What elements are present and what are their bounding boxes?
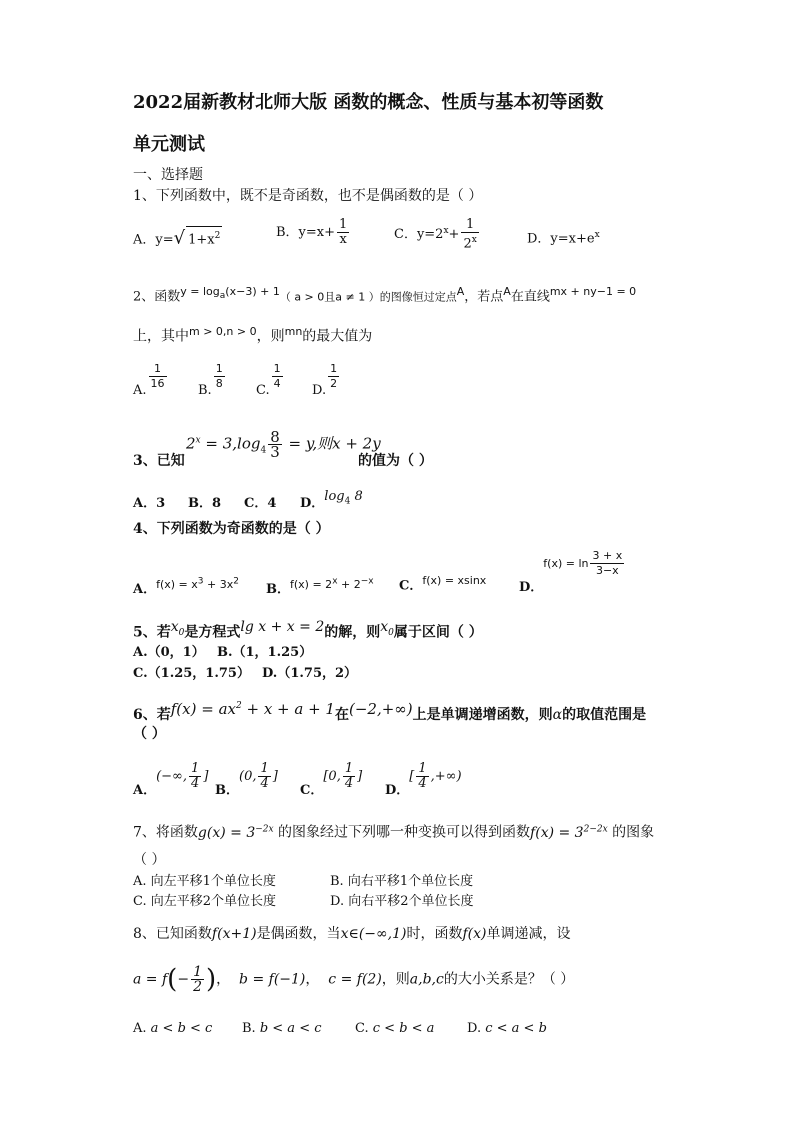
q8-mid: 是偶函数，当 <box>256 926 341 942</box>
q1-option-c-label: C．y=2 <box>394 227 444 243</box>
q6-option-left: [ <box>409 769 415 784</box>
q7-g-expr <box>198 825 274 841</box>
q3-eq-log-base: 4 <box>260 445 267 456</box>
q8-a-lparen: ( <box>167 964 178 995</box>
q7-mid: 的图象经过下列哪一种变换可以得到函数 <box>278 824 531 841</box>
q4-option-b <box>266 572 374 599</box>
q2-mid2: 在直线 <box>510 289 550 305</box>
q2-condition: （ a > 0且a ≠ 1 ）的图像恒过定点 <box>279 290 457 304</box>
q2-option-num: 1 <box>149 362 167 377</box>
q1-radicand-exp: 2 <box>214 231 221 241</box>
q2-option-den: 4 <box>273 377 281 390</box>
q4-option-d <box>519 549 626 595</box>
q2-option-fraction <box>272 362 283 391</box>
q5-option-d: D.（1.75，2） <box>262 666 358 681</box>
q1-c-plus: + <box>448 227 460 243</box>
q4-d-num: 3 + x <box>592 549 623 562</box>
q5-x0b-sub: 0 <box>388 627 394 638</box>
q4-d-den: 3−x <box>595 564 619 577</box>
q7-f: f(x) = 3 <box>530 824 584 841</box>
q8-a-rparen: ) <box>205 964 217 995</box>
q6-option-d <box>385 761 462 798</box>
q2-func-sub: a <box>219 291 226 302</box>
q2-line-eq: mx + ny−1 = 0 <box>549 285 637 298</box>
q4-b-e1: x <box>332 576 338 586</box>
q8-d-val: c < a < b <box>485 1021 547 1036</box>
q8-option-c <box>355 1020 434 1038</box>
q2-option-a <box>133 362 169 398</box>
q2-option-b <box>198 362 227 398</box>
q5-equation: lg x + x = 2 <box>240 619 325 635</box>
q3-d-log: log <box>324 489 345 504</box>
q2-part1: 上，其中 <box>133 328 189 345</box>
q6-option-label: B． <box>215 783 239 798</box>
q6-option-right: ] <box>203 769 209 784</box>
q6-option-right: ,+∞) <box>430 769 462 784</box>
q6-option-right: ] <box>272 769 278 784</box>
q8-a-expr: a = f <box>133 971 168 988</box>
q6-option-fraction <box>189 762 201 791</box>
q6-option-left: [0, <box>323 769 341 784</box>
q6-option-num: 1 <box>191 761 200 776</box>
q4-a-e2: 2 <box>233 576 239 586</box>
q2-option-fraction <box>328 362 339 391</box>
q2-option-den: 16 <box>150 377 165 390</box>
q2-prefix: 2、函数 <box>133 289 181 305</box>
q6-option-left: (0, <box>239 769 257 784</box>
q1-c-exp: x <box>443 225 449 236</box>
q8-tail1: ，则 <box>381 971 410 988</box>
q1-option-d-label: D．y=x+e <box>527 231 595 247</box>
q7-g: g(x) = 3 <box>197 824 256 841</box>
q7-f-exp: 2−2x <box>583 824 608 834</box>
q8-abc: a,b,c <box>409 971 444 988</box>
question-8-stem-line2: a = f(− $\frac{1}{2}$ )， b = f(−1)， c = f(2)，则a,b,c的大小关系是？（ ） <box>133 964 575 995</box>
q4-a-expr-text: f(x) = x <box>156 577 198 591</box>
q6-expr-rest: + x + a + 1 <box>241 700 335 718</box>
q3-d-sub: 4 <box>344 496 351 507</box>
q7-answer-paren: （ ） <box>133 852 166 868</box>
question-5-stem <box>133 618 483 642</box>
q1-option-b-fraction <box>337 218 349 247</box>
q6-option-label: A． <box>133 783 157 798</box>
q6-expr: f(x) = ax <box>170 700 236 718</box>
q8-b-expr: b = f(−1) <box>239 971 306 988</box>
q2-option-label: D. <box>312 383 327 398</box>
q6-option-den: 4 <box>191 776 200 791</box>
question-2-stem-line1 <box>133 283 636 306</box>
q6-prefix: 6、若 <box>133 707 171 723</box>
q1-option-c <box>394 218 481 251</box>
q2-option-num: 1 <box>330 362 338 375</box>
q7-f-expr <box>530 825 608 841</box>
q7-option-d: D. 向右平移2个单位长度 <box>330 894 474 909</box>
q2-option-label: A. <box>133 383 147 398</box>
q8-fx: f(x) <box>462 926 487 942</box>
q6-option-label: D． <box>385 783 410 798</box>
question-7-stem <box>133 820 654 842</box>
q4-d-fraction <box>590 549 624 578</box>
q8-a-num: 1 <box>193 964 202 980</box>
q8-suffix: 单调递减，设 <box>486 926 571 942</box>
q8-b-label: B. <box>242 1021 256 1036</box>
q7-g-exp: −2x <box>255 824 274 834</box>
question-4-stem: 4、下列函数为奇函数的是（ ） <box>133 521 330 537</box>
q2-option-den: 2 <box>330 377 338 390</box>
q2-point-a-2: A <box>503 285 511 298</box>
q2-cond2: m > 0,n > 0 <box>189 325 257 338</box>
q8-option-a <box>133 1020 212 1038</box>
q1-b-num: 1 <box>339 217 348 232</box>
q1-d-exp: x <box>594 230 600 240</box>
q6-option-left: (−∞, <box>156 769 188 784</box>
q5-x0 <box>170 619 185 638</box>
q1-option-b <box>276 218 351 247</box>
q2-option-label: B. <box>198 383 212 398</box>
q6-interval: (−2,+∞) <box>348 700 413 718</box>
q2-point-a: A <box>456 285 465 298</box>
q8-prefix: 8、已知函数 <box>133 926 212 942</box>
q4-a-e1: 3 <box>197 576 204 586</box>
q6-option-fraction <box>416 762 428 791</box>
q3-option-d <box>300 488 363 511</box>
q8-option-b <box>242 1020 322 1038</box>
q2-option-d <box>312 362 341 398</box>
section-heading: 一、选择题 <box>133 167 203 183</box>
q6-option-fraction <box>258 762 270 791</box>
q3-equation <box>186 430 381 460</box>
q2-part2: ，则 <box>256 328 285 345</box>
q4-d-expr: f(x) = ln <box>543 557 589 570</box>
q4-c-expr: f(x) = xsinx <box>422 574 487 587</box>
q2-option-den: 8 <box>215 377 223 390</box>
q5-mid: 是方程式 <box>184 624 241 641</box>
q1-radicand <box>186 226 222 249</box>
q1-radicand-text: 1+x <box>188 232 215 248</box>
q4-option-a <box>133 572 239 599</box>
q6-alpha: α <box>552 707 563 723</box>
q6-option-c <box>300 761 363 798</box>
q1-c-den-exp: x <box>471 235 477 245</box>
q1-option-c-fraction <box>461 218 478 251</box>
q5-prefix: 5、若 <box>133 624 171 641</box>
q7-suffix: 的图象 <box>612 824 655 841</box>
document-title: 2022届新教材北师大版 函数的概念、性质与基本初等函数 <box>133 92 604 113</box>
q2-option-num: 1 <box>215 362 223 375</box>
q2-option-c <box>256 362 285 398</box>
q3-eq-exp: x <box>195 435 201 446</box>
q5-option-b: B.（1，1.25） <box>217 645 313 660</box>
question-2-stem-line2 <box>133 323 372 346</box>
q3-eq-base: 2 <box>186 434 196 453</box>
question-8-stem-line1 <box>133 925 571 943</box>
q6-option-fraction <box>343 762 355 791</box>
q7-option-a: A. 向左平移1个单位长度 <box>133 874 276 889</box>
q3-suffix: 的值为（ ） <box>358 453 433 469</box>
q7-prefix: 7、将函数 <box>133 824 198 841</box>
q4-b-expr <box>290 578 374 591</box>
q8-d-label: D. <box>467 1021 482 1036</box>
q8-c-expr: c = f(2) <box>328 971 382 988</box>
q6-option-num: 1 <box>418 761 427 776</box>
q3-d-val: 8 <box>350 489 363 504</box>
q2-function <box>180 285 280 302</box>
q8-c-val: c < b < a <box>372 1021 435 1036</box>
q8-a-den: 2 <box>193 979 202 995</box>
q7-option-b: B. 向右平移1个单位长度 <box>330 874 474 889</box>
q8-mid2: 时，函数 <box>406 926 463 942</box>
q6-option-num: 1 <box>344 761 354 776</box>
q5-option-a: A.（0，1） <box>133 645 205 660</box>
q6-suffix: 的取值范围是 <box>562 707 647 723</box>
q2-func-rest: (x−3) + 1 <box>225 285 280 298</box>
q2-option-label: C. <box>256 383 270 398</box>
q1-b-den: x <box>339 232 347 247</box>
q8-a-val: a < b < c <box>150 1021 213 1036</box>
q1-c-den-base: 2 <box>463 236 472 252</box>
q1-option-a: A．y=√ $1+x^2$ <box>133 227 221 249</box>
q3-frac-den: 3 <box>270 443 280 461</box>
q3-eq-log: = 3,log <box>200 434 261 453</box>
q6-mid: 上是单调递增函数，则 <box>412 707 553 723</box>
q4-b-expr-text: f(x) = 2 <box>290 577 333 591</box>
q8-c-label: C. <box>355 1021 369 1036</box>
q3-frac-num: 8 <box>270 428 280 446</box>
q1-option-b-label: B．y=x+ <box>276 225 336 240</box>
q6-option-num: 1 <box>260 761 269 776</box>
q5-mid2: 的解，则 <box>324 624 381 641</box>
document-subtitle: 单元测试 <box>133 134 205 155</box>
q4-a-expr <box>156 578 239 591</box>
q5-x0-base: x <box>170 619 179 635</box>
q6-option-den: 4 <box>418 776 427 791</box>
q8-a-fraction <box>191 965 204 994</box>
q3-option-b: B．8 <box>188 496 222 511</box>
q2-option-fraction <box>149 362 167 391</box>
q2-option-fraction <box>214 362 225 391</box>
q4-b-label: B． <box>266 581 290 597</box>
q5-x0-sub: 0 <box>178 627 185 638</box>
q4-b-mid: + 2 <box>337 577 361 591</box>
q8-option-d <box>467 1020 547 1038</box>
q4-c-label: C． <box>399 578 423 594</box>
question-6-stem <box>133 702 646 724</box>
q8-tail2: 的大小关系是？（ ） <box>443 971 575 988</box>
q3-eq-rest: = y,则x + 2y <box>283 434 381 453</box>
q8-b-val: b < a < c <box>259 1021 322 1036</box>
q3-prefix: 3、已知 <box>133 453 185 469</box>
q3-option-c: C．4 <box>244 496 277 511</box>
q1-c-den <box>461 233 478 251</box>
q6-option-den: 4 <box>344 776 354 791</box>
q6-option-right: ] <box>357 769 363 784</box>
q2-mn: mn <box>284 325 303 338</box>
q2-func: y = log <box>180 285 220 298</box>
q6-in: 在 <box>334 707 349 723</box>
q5-option-c: C.（1.25，1.75） <box>133 666 250 681</box>
q6-option-den: 4 <box>260 776 269 791</box>
question-1-stem: 1、下列函数中，既不是奇函数，也不是偶函数的是（ ） <box>133 188 483 204</box>
q6-answer-paren: （ ） <box>133 726 166 742</box>
q5-x0-b <box>380 619 394 638</box>
q8-fx1: f(x+1) <box>211 926 257 942</box>
q7-option-c: C. 向左平移2个单位长度 <box>133 894 277 909</box>
q4-a-label: A． <box>133 581 157 597</box>
q5-x0b-base: x <box>380 619 389 635</box>
q6-option-label: C． <box>300 783 324 798</box>
q3-option-d-label: D． <box>300 496 325 511</box>
q2-part3: 的最大值为 <box>302 328 373 345</box>
q1-option-d <box>527 226 600 248</box>
q4-d-label: D． <box>519 580 544 595</box>
q6-option-a <box>133 761 209 798</box>
q1-c-num: 1 <box>461 218 478 233</box>
q8-a-label: A. <box>133 1021 147 1036</box>
q3-fraction <box>268 430 282 459</box>
q6-option-b <box>215 761 278 798</box>
q2-option-num: 1 <box>273 362 281 375</box>
q4-option-c <box>399 572 486 595</box>
q4-b-e2: −x <box>360 576 374 586</box>
q1-option-a-label: A．y= <box>133 232 174 248</box>
q8-cond: x∈(−∞,1) <box>340 926 407 942</box>
q8-a-minus: − <box>177 971 190 988</box>
q2-mid: ，若点 <box>464 289 504 305</box>
q3-option-a: A．3 <box>133 496 166 511</box>
q6-expr-exp: 2 <box>235 701 242 711</box>
q6-function <box>171 700 335 718</box>
q5-suffix: 属于区间（ ） <box>393 624 483 641</box>
q4-a-mid: + 3x <box>203 577 234 591</box>
